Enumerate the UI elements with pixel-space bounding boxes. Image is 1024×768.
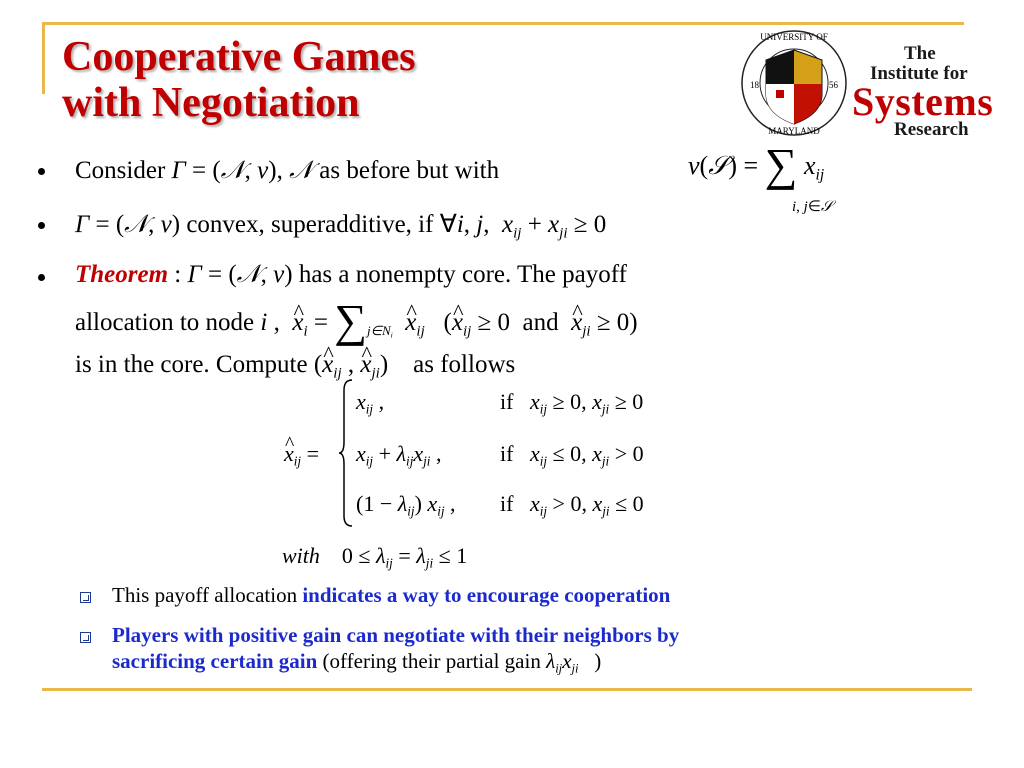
- formula-v-of-S: v(𝒮) = ∑ $x_{ij}$: [688, 139, 825, 190]
- formula-sum-index: i, j∈𝒮: [792, 199, 833, 215]
- piecewise-cond-1: if $x_{ij} \ge 0$, $x_{ji} \ge 0$: [500, 389, 644, 417]
- svg-text:MARYLAND: MARYLAND: [768, 126, 820, 136]
- logo-the: The: [904, 43, 936, 64]
- bullet-2: Γ = (𝒩, v) convex, superadditive, if ∀i, j, $x_{ij} + x_{ji} \ge 0$: [75, 211, 607, 242]
- left-rule: [42, 22, 45, 94]
- slide-title: [62, 34, 415, 126]
- bullet-3-line-3: is in the core. Compute (^ $x_{ij}$ , ^ $x_{ji}$) as follows: [75, 350, 515, 388]
- bottom-rule: [42, 688, 972, 691]
- sub-bullet-1: This payoff allocation indicates a way to encourage cooperation: [112, 583, 671, 607]
- title-line-1: Cooperative Games: [62, 34, 416, 80]
- piecewise-case-1: $x_{ij}$ ,: [356, 389, 385, 417]
- piecewise-cond-3: if $x_{ij} > 0$, $x_{ji} \le 0$: [500, 491, 644, 519]
- piecewise-case-3: $(1 - \lambda_{ij})$ $x_{ij}$ ,: [356, 491, 456, 519]
- svg-text:18: 18: [750, 80, 759, 90]
- bullet-3-line-1: Theorem : Γ = (𝒩, v) has a nonempty core. The payoff: [75, 261, 627, 288]
- bullet-3-line-2: allocation to node i , ^ $x_i = \sum_{j\in N_i}$ ^ $x_{ij}$ (^ $x_{ij} \ge 0$ and ^ $x_{ji} \ge 0$): [75, 306, 638, 350]
- svg-text:56: 56: [829, 80, 838, 90]
- isr-logo-text: [852, 44, 993, 140]
- title-line-2: with Negotiation: [62, 80, 360, 126]
- logo-research: Research: [894, 119, 969, 140]
- lambda-constraint: with $0 \le \lambda_{ij} = \lambda_{ji} \le 1$: [282, 543, 468, 571]
- logo-institute-for: Institute for: [870, 63, 968, 84]
- piecewise-case-2: $x_{ij} + \lambda_{ij}x_{ji}$ ,: [356, 441, 442, 469]
- top-rule: [42, 22, 964, 25]
- piecewise-cond-2: if $x_{ij} \le 0$, $x_{ji} > 0$: [500, 441, 644, 469]
- sub-bullet-marker-2: [80, 632, 91, 643]
- svg-text:UNIVERSITY OF: UNIVERSITY OF: [760, 32, 828, 42]
- logo-systems: Systems: [852, 79, 994, 124]
- bullet-dot-2: [38, 222, 45, 229]
- bullet-dot-3: [38, 274, 45, 281]
- bullet-dot-1: [38, 168, 45, 175]
- sub-bullet-marker-1: [80, 592, 91, 603]
- piecewise-lhs: ^ $x_{ij}$ =: [284, 440, 319, 476]
- piecewise-brace: [338, 378, 354, 528]
- bullet-1: Consider Γ = (𝒩, v), 𝒩 as before but with: [75, 157, 500, 184]
- sub-bullet-2: Players with positive gain can negotiate with their neighbors by sacrificing certain gain (offering their partial gain $\lambda_{ij}x_{ji}$ ): [112, 623, 680, 676]
